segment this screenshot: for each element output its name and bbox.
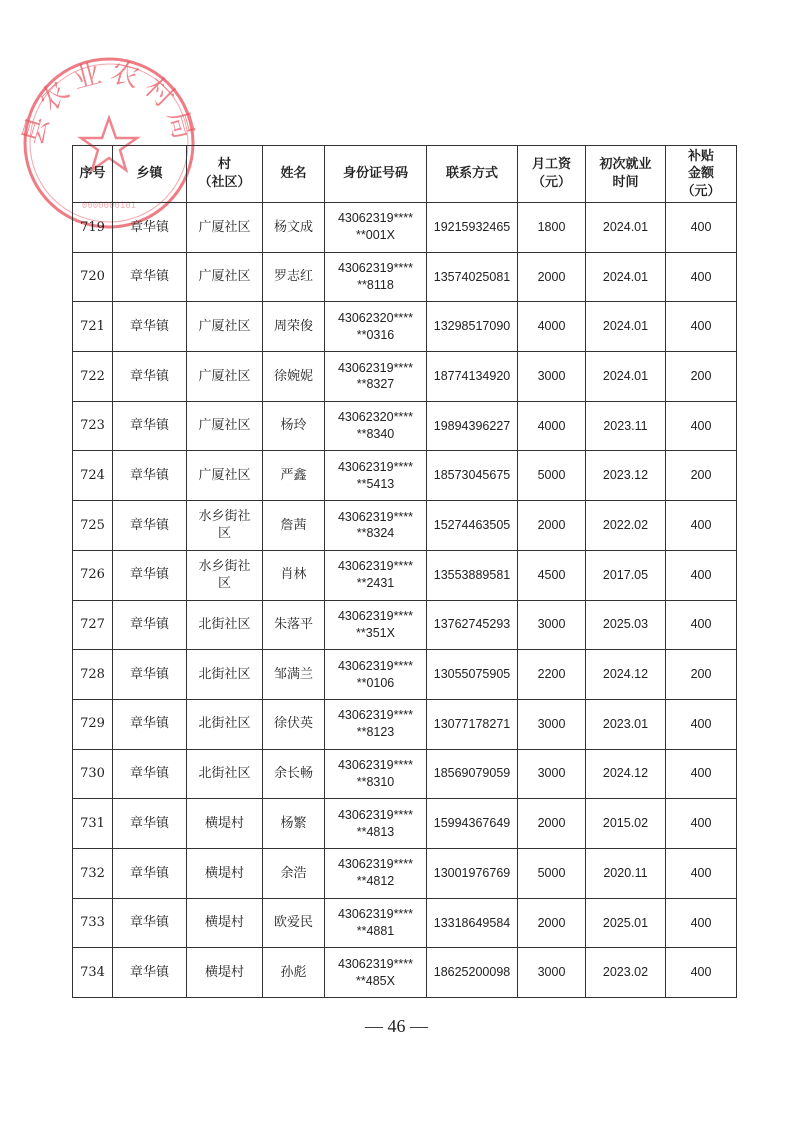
cell-village: 横堤村 xyxy=(187,799,263,849)
cell-monthly-wage: 2200 xyxy=(518,650,586,700)
seal-text: 县农业农村局 xyxy=(15,55,203,149)
cell-id-number: 43062319**** **8324 xyxy=(325,501,427,551)
cell-name: 严鑫 xyxy=(263,451,325,501)
header-village: 村 （社区） xyxy=(187,146,263,203)
cell-village: 广厦社区 xyxy=(187,252,263,302)
cell-name: 罗志红 xyxy=(263,252,325,302)
cell-town: 章华镇 xyxy=(113,948,187,998)
cell-id-number: 43062319**** **001X xyxy=(325,203,427,253)
cell-index: 727 xyxy=(73,600,113,650)
cell-index: 726 xyxy=(73,550,113,600)
cell-first-employment: 2023.12 xyxy=(586,451,666,501)
header-first-employment: 初次就业 时间 xyxy=(586,146,666,203)
cell-town: 章华镇 xyxy=(113,401,187,451)
cell-name: 杨文成 xyxy=(263,203,325,253)
cell-monthly-wage: 4000 xyxy=(518,302,586,352)
cell-village: 横堤村 xyxy=(187,848,263,898)
employment-subsidy-table xyxy=(72,145,737,998)
cell-first-employment: 2023.11 xyxy=(586,401,666,451)
table-row xyxy=(73,898,737,948)
cell-id-number: 43062319**** **8123 xyxy=(325,699,427,749)
cell-contact: 18774134920 xyxy=(427,352,518,402)
cell-subsidy-amount: 400 xyxy=(666,302,737,352)
cell-subsidy-amount: 400 xyxy=(666,401,737,451)
cell-first-employment: 2025.01 xyxy=(586,898,666,948)
cell-contact: 13298517090 xyxy=(427,302,518,352)
cell-subsidy-amount: 400 xyxy=(666,699,737,749)
cell-town: 章华镇 xyxy=(113,799,187,849)
cell-monthly-wage: 3000 xyxy=(518,948,586,998)
cell-contact: 13318649584 xyxy=(427,898,518,948)
cell-contact: 13762745293 xyxy=(427,600,518,650)
cell-id-number: 43062319**** **4881 xyxy=(325,898,427,948)
cell-name: 朱落平 xyxy=(263,600,325,650)
cell-town: 章华镇 xyxy=(113,699,187,749)
table-row xyxy=(73,848,737,898)
cell-town: 章华镇 xyxy=(113,302,187,352)
cell-id-number: 43062319**** **5413 xyxy=(325,451,427,501)
cell-subsidy-amount: 400 xyxy=(666,252,737,302)
cell-id-number: 43062319**** **485X xyxy=(325,948,427,998)
cell-name: 余浩 xyxy=(263,848,325,898)
cell-first-employment: 2020.11 xyxy=(586,848,666,898)
cell-monthly-wage: 5000 xyxy=(518,848,586,898)
cell-id-number: 43062319**** **351X xyxy=(325,600,427,650)
cell-contact: 13001976769 xyxy=(427,848,518,898)
cell-subsidy-amount: 400 xyxy=(666,948,737,998)
cell-town: 章华镇 xyxy=(113,600,187,650)
cell-name: 余长畅 xyxy=(263,749,325,799)
cell-index: 725 xyxy=(73,501,113,551)
cell-first-employment: 2024.01 xyxy=(586,203,666,253)
cell-index: 724 xyxy=(73,451,113,501)
header-monthly-wage: 月工资 （元） xyxy=(518,146,586,203)
cell-first-employment: 2024.12 xyxy=(586,650,666,700)
cell-index: 723 xyxy=(73,401,113,451)
cell-village: 广厦社区 xyxy=(187,352,263,402)
cell-contact: 15274463505 xyxy=(427,501,518,551)
table-row xyxy=(73,699,737,749)
cell-contact: 13077178271 xyxy=(427,699,518,749)
cell-name: 徐伏英 xyxy=(263,699,325,749)
cell-index: 728 xyxy=(73,650,113,700)
cell-subsidy-amount: 400 xyxy=(666,848,737,898)
cell-id-number: 43062320**** **8340 xyxy=(325,401,427,451)
cell-village: 广厦社区 xyxy=(187,401,263,451)
cell-name: 杨玲 xyxy=(263,401,325,451)
cell-village: 北街社区 xyxy=(187,600,263,650)
header-town: 乡镇 xyxy=(113,146,187,203)
cell-monthly-wage: 4000 xyxy=(518,401,586,451)
cell-subsidy-amount: 400 xyxy=(666,550,737,600)
cell-village: 北街社区 xyxy=(187,650,263,700)
cell-subsidy-amount: 400 xyxy=(666,501,737,551)
cell-name: 詹茜 xyxy=(263,501,325,551)
cell-name: 周荣俊 xyxy=(263,302,325,352)
cell-monthly-wage: 1800 xyxy=(518,203,586,253)
table-row xyxy=(73,799,737,849)
cell-village: 北街社区 xyxy=(187,749,263,799)
header-id-number: 身份证号码 xyxy=(325,146,427,203)
cell-monthly-wage: 3000 xyxy=(518,600,586,650)
cell-name: 孙彪 xyxy=(263,948,325,998)
table-row xyxy=(73,749,737,799)
cell-first-employment: 2015.02 xyxy=(586,799,666,849)
cell-name: 徐婉妮 xyxy=(263,352,325,402)
cell-town: 章华镇 xyxy=(113,252,187,302)
table-row xyxy=(73,252,737,302)
table-row xyxy=(73,203,737,253)
cell-id-number: 43062319**** **8327 xyxy=(325,352,427,402)
cell-town: 章华镇 xyxy=(113,898,187,948)
cell-town: 章华镇 xyxy=(113,203,187,253)
cell-monthly-wage: 2000 xyxy=(518,898,586,948)
cell-index: 729 xyxy=(73,699,113,749)
cell-subsidy-amount: 400 xyxy=(666,600,737,650)
cell-monthly-wage: 2000 xyxy=(518,799,586,849)
cell-index: 722 xyxy=(73,352,113,402)
table-row xyxy=(73,302,737,352)
cell-contact: 13055075905 xyxy=(427,650,518,700)
cell-first-employment: 2023.01 xyxy=(586,699,666,749)
table-row xyxy=(73,451,737,501)
table-row xyxy=(73,501,737,551)
cell-id-number: 43062319**** **8118 xyxy=(325,252,427,302)
cell-first-employment: 2024.01 xyxy=(586,302,666,352)
cell-index: 719 xyxy=(73,203,113,253)
cell-id-number: 43062320**** **0316 xyxy=(325,302,427,352)
cell-first-employment: 2024.12 xyxy=(586,749,666,799)
cell-subsidy-amount: 400 xyxy=(666,203,737,253)
cell-index: 734 xyxy=(73,948,113,998)
cell-index: 720 xyxy=(73,252,113,302)
cell-first-employment: 2023.02 xyxy=(586,948,666,998)
cell-id-number: 43062319**** **4812 xyxy=(325,848,427,898)
page-number: — 46 — xyxy=(365,1016,428,1036)
cell-town: 章华镇 xyxy=(113,848,187,898)
cell-subsidy-amount: 200 xyxy=(666,650,737,700)
cell-first-employment: 2024.01 xyxy=(586,352,666,402)
cell-town: 章华镇 xyxy=(113,650,187,700)
cell-village: 广厦社区 xyxy=(187,203,263,253)
cell-village: 广厦社区 xyxy=(187,302,263,352)
cell-contact: 18625200098 xyxy=(427,948,518,998)
cell-monthly-wage: 4500 xyxy=(518,550,586,600)
cell-index: 721 xyxy=(73,302,113,352)
cell-name: 邹满兰 xyxy=(263,650,325,700)
cell-name: 杨繁 xyxy=(263,799,325,849)
cell-village: 北街社区 xyxy=(187,699,263,749)
cell-id-number: 43062319**** **4813 xyxy=(325,799,427,849)
cell-subsidy-amount: 200 xyxy=(666,352,737,402)
cell-index: 730 xyxy=(73,749,113,799)
cell-village: 横堤村 xyxy=(187,948,263,998)
cell-first-employment: 2022.02 xyxy=(586,501,666,551)
cell-village: 横堤村 xyxy=(187,898,263,948)
cell-village: 水乡街社 区 xyxy=(187,550,263,600)
table-row xyxy=(73,600,737,650)
header-contact: 联系方式 xyxy=(427,146,518,203)
cell-first-employment: 2024.01 xyxy=(586,252,666,302)
cell-subsidy-amount: 400 xyxy=(666,749,737,799)
cell-id-number: 43062319**** **0106 xyxy=(325,650,427,700)
cell-contact: 18569079059 xyxy=(427,749,518,799)
table-row xyxy=(73,352,737,402)
table-row xyxy=(73,948,737,998)
cell-index: 733 xyxy=(73,898,113,948)
cell-village: 水乡街社 区 xyxy=(187,501,263,551)
header-subsidy-amount: 补贴 金额 （元） xyxy=(666,146,737,203)
cell-monthly-wage: 5000 xyxy=(518,451,586,501)
table-header-row xyxy=(73,146,737,203)
cell-town: 章华镇 xyxy=(113,451,187,501)
table-row xyxy=(73,401,737,451)
cell-subsidy-amount: 400 xyxy=(666,898,737,948)
cell-first-employment: 2025.03 xyxy=(586,600,666,650)
cell-monthly-wage: 3000 xyxy=(518,699,586,749)
cell-contact: 13553889581 xyxy=(427,550,518,600)
cell-village: 广厦社区 xyxy=(187,451,263,501)
table-row xyxy=(73,550,737,600)
cell-name: 欧爱民 xyxy=(263,898,325,948)
cell-id-number: 43062319**** **8310 xyxy=(325,749,427,799)
cell-first-employment: 2017.05 xyxy=(586,550,666,600)
cell-index: 731 xyxy=(73,799,113,849)
cell-monthly-wage: 3000 xyxy=(518,749,586,799)
cell-subsidy-amount: 400 xyxy=(666,799,737,849)
table-body xyxy=(73,203,737,998)
cell-town: 章华镇 xyxy=(113,352,187,402)
cell-subsidy-amount: 200 xyxy=(666,451,737,501)
cell-town: 章华镇 xyxy=(113,749,187,799)
cell-name: 肖林 xyxy=(263,550,325,600)
table-row xyxy=(73,650,737,700)
header-name: 姓名 xyxy=(263,146,325,203)
cell-contact: 18573045675 xyxy=(427,451,518,501)
svg-text:0000000101: 0000000101 xyxy=(81,201,137,211)
cell-contact: 13574025081 xyxy=(427,252,518,302)
cell-monthly-wage: 2000 xyxy=(518,252,586,302)
cell-monthly-wage: 2000 xyxy=(518,501,586,551)
cell-town: 章华镇 xyxy=(113,501,187,551)
cell-contact: 19894396227 xyxy=(427,401,518,451)
cell-contact: 19215932465 xyxy=(427,203,518,253)
cell-id-number: 43062319**** **2431 xyxy=(325,550,427,600)
cell-town: 章华镇 xyxy=(113,550,187,600)
cell-index: 732 xyxy=(73,848,113,898)
cell-contact: 15994367649 xyxy=(427,799,518,849)
header-index: 序号 xyxy=(73,146,113,203)
svg-text:县农业农村局 xyxy=(16,55,202,148)
cell-monthly-wage: 3000 xyxy=(518,352,586,402)
